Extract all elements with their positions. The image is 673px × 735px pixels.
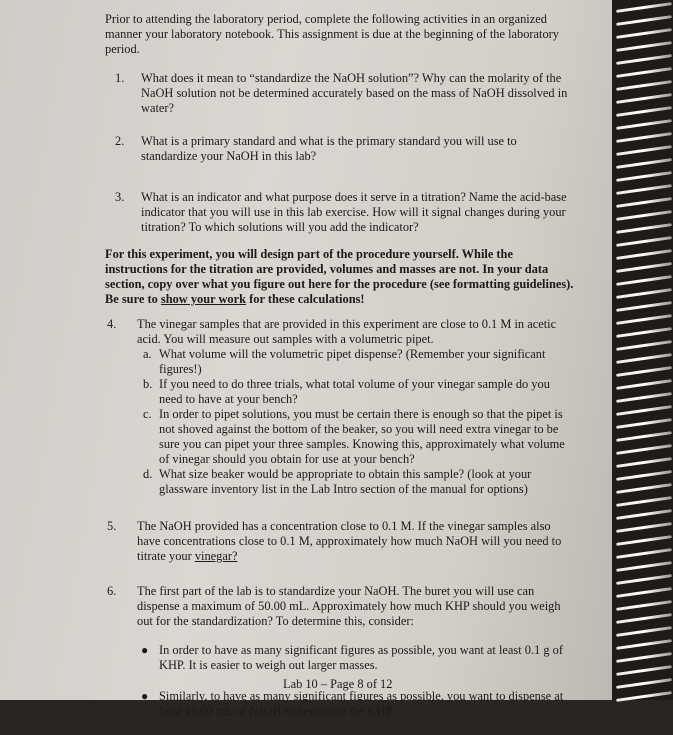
instructions-text-end: for these calculations! xyxy=(246,292,365,306)
spiral-coil xyxy=(616,509,672,520)
bullet-text: In order to have as many significant figures as possible, you want at least 0.1 g of KHP. It is easier to weigh out larger masses. xyxy=(159,643,563,672)
spiral-binding xyxy=(612,0,673,700)
bullet-text: Similarly, to have as many significant figures as possible, you want to dispense at least 10.00 mL of NaOH to neutralize the KHP xyxy=(159,689,564,718)
spiral-coil xyxy=(616,548,672,559)
spiral-coil xyxy=(616,223,672,234)
spiral-coil xyxy=(616,210,672,221)
spiral-coil xyxy=(616,314,672,325)
spiral-coil xyxy=(616,197,672,208)
spiral-coil xyxy=(616,678,672,689)
question-number: 4. xyxy=(107,317,117,331)
sub-question-a xyxy=(137,347,575,377)
spiral-coil xyxy=(616,145,672,156)
spiral-coil xyxy=(616,665,672,676)
bullet-icon: ● xyxy=(141,643,149,657)
sub-letter: b. xyxy=(143,377,153,391)
question-1 xyxy=(105,71,575,116)
spiral-coil xyxy=(616,301,672,312)
spiral-coil xyxy=(616,41,672,52)
spiral-coil xyxy=(616,457,672,468)
spiral-coil xyxy=(616,249,672,260)
vinegar-underlined: vinegar? xyxy=(194,549,238,563)
show-your-work-underlined: show your work xyxy=(160,292,247,306)
question-text: What is a primary standard and what is the primary standard you will use to standardize your NaOH in this lab? xyxy=(141,134,517,163)
spiral-coil xyxy=(616,366,672,377)
sub-question-b xyxy=(137,377,575,407)
spiral-coil xyxy=(616,535,672,546)
question-6 xyxy=(105,584,575,629)
sub-question-list xyxy=(137,347,575,497)
question-2 xyxy=(105,134,575,164)
question-text: The vinegar samples that are provided in this experiment are close to 0.1 M in acetic acid. You will measure out samples with a volumetric pipet. xyxy=(137,317,557,346)
spiral-coil xyxy=(616,483,672,494)
spiral-coil xyxy=(616,2,672,13)
spiral-coil xyxy=(616,561,672,572)
spiral-coil xyxy=(616,340,672,351)
bullet-icon: ● xyxy=(141,689,149,703)
spiral-coil xyxy=(616,67,672,78)
bullet-item xyxy=(105,689,575,719)
spiral-coil xyxy=(616,158,672,169)
spiral-coil xyxy=(616,470,672,481)
spiral-coil xyxy=(616,353,672,364)
spiral-coil xyxy=(616,15,672,26)
page-content xyxy=(105,12,575,735)
sub-letter: a. xyxy=(143,347,152,361)
spiral-coil xyxy=(616,405,672,416)
question-number: 3. xyxy=(115,190,125,204)
question-text: What is an indicator and what purpose does it serve in a titration? Name the acid-base indicator that you will use in this lab exercise. How will it signal changes during your titration? To which solutions will you add the indicator? xyxy=(141,190,567,234)
sub-text: What size beaker would be appropriate to obtain this sample? (look at your glassware inventory list in the Lab Intro section of the manual for options) xyxy=(159,467,532,496)
sub-text: If you need to do three trials, what total volume of your vinegar sample do you need to have at your bench? xyxy=(159,377,550,406)
spiral-coil xyxy=(616,574,672,585)
question-text xyxy=(137,519,575,564)
spiral-coil xyxy=(616,522,672,533)
question-3 xyxy=(105,190,575,235)
spiral-coil xyxy=(616,327,672,338)
page-footer: Lab 10 – Page 8 of 12 xyxy=(283,677,393,691)
sub-question-c xyxy=(137,407,575,467)
instructions-text: For this experiment, you will design part of the procedure yourself. While the instructions for the titration are provided, volumes and masses are not. In your data section, copy over what you figure out here for the procedure (see formatting guidelines). Be sure to xyxy=(105,247,574,306)
sub-letter: c. xyxy=(143,407,152,421)
question-number: 1. xyxy=(115,71,125,85)
spiral-coil xyxy=(616,119,672,130)
spiral-coil xyxy=(616,171,672,182)
spiral-coil xyxy=(616,106,672,117)
bullet-item xyxy=(105,643,575,673)
spiral-coil xyxy=(616,613,672,624)
question-text-main: The NaOH provided has a concentration close to 0.1 M. If the vinegar samples also have concentrations close to 0.1 M, approximately how much NaOH will you need to titrate your xyxy=(137,519,562,563)
question-number: 6. xyxy=(107,584,117,598)
spiral-coil xyxy=(616,80,672,91)
spiral-coil xyxy=(616,431,672,442)
spiral-coil xyxy=(616,626,672,637)
question-text: What does it mean to “standardize the NaOH solution”? Why can the molarity of the NaOH solution not be determined accurately based on the mass of NaOH dissolved in water? xyxy=(141,71,568,115)
spiral-coil xyxy=(616,54,672,65)
spiral-coil xyxy=(616,418,672,429)
spiral-coil xyxy=(616,392,672,403)
spiral-coil xyxy=(616,28,672,39)
intro-paragraph: Prior to attending the laboratory period, complete the following activities in an organized manner your laboratory notebook. This assignment is due at the beginning of the laboratory period. xyxy=(105,12,559,56)
question-text: The first part of the lab is to standardize your NaOH. The buret you will use can dispense a maximum of 50.00 mL. Approximately how much KHP should you weigh out for the standardization? To determine this, consider: xyxy=(137,584,561,628)
spiral-coil xyxy=(616,496,672,507)
spiral-coil xyxy=(616,93,672,104)
question-4 xyxy=(105,317,575,497)
sub-question-d xyxy=(137,467,575,497)
sub-letter: d. xyxy=(143,467,153,481)
spiral-coil xyxy=(616,184,672,195)
spiral-coil xyxy=(616,262,672,273)
spiral-coil xyxy=(616,652,672,663)
spiral-coil xyxy=(616,288,672,299)
question-number: 2. xyxy=(115,134,125,148)
question-5 xyxy=(105,519,575,564)
spiral-coil xyxy=(616,639,672,650)
spiral-coil xyxy=(616,132,672,143)
sub-text: In order to pipet solutions, you must be certain there is enough so that the pipet is not shoved against the bottom of the beaker, so you will need extra vinegar to be sure you can pipet your three samples. Knowing this, approximately what volume of vinegar should you obtain for use at your bench? xyxy=(159,407,565,466)
spiral-coil xyxy=(616,600,672,611)
sub-text: What volume will the volumetric pipet dispense? (Remember your significant figures!) xyxy=(159,347,546,376)
spiral-coil xyxy=(616,444,672,455)
spiral-coil xyxy=(616,691,672,702)
procedure-instructions xyxy=(105,247,575,307)
spiral-coil xyxy=(616,236,672,247)
spiral-coil xyxy=(616,379,672,390)
spiral-coil xyxy=(616,275,672,286)
spiral-coil xyxy=(616,587,672,598)
question-number: 5. xyxy=(107,519,117,533)
